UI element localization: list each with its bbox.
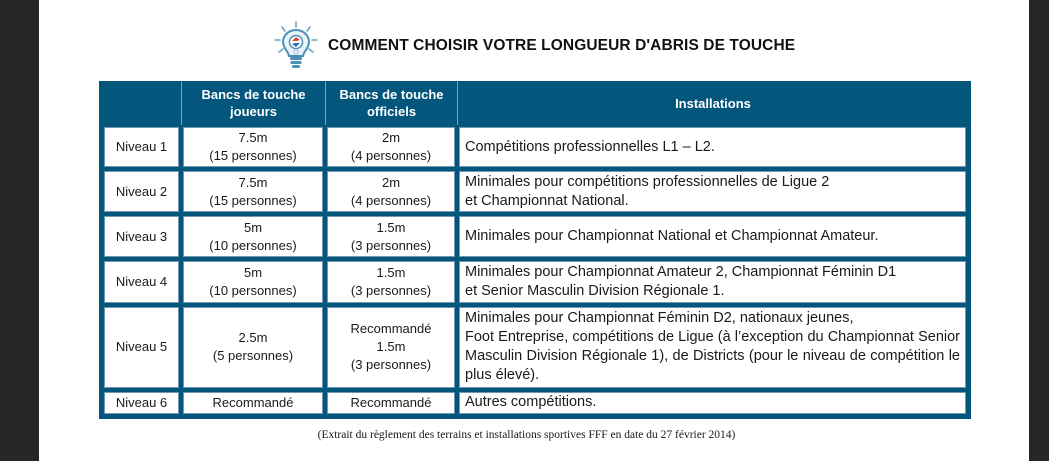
players-bench-cell: 2.5m (5 personnes) <box>181 305 325 390</box>
table-row <box>102 125 968 169</box>
level-cell: Niveau 5 <box>102 305 181 390</box>
players-bench-cell: 5m (10 personnes) <box>181 214 325 259</box>
header-officials-benches: Bancs de touche officiels <box>325 81 457 125</box>
left-dark-margin <box>0 0 39 461</box>
officials-bench-cell: 2m (4 personnes) <box>325 125 457 169</box>
table-row <box>102 214 968 259</box>
header-installations: Installations <box>457 81 968 125</box>
installations-cell: Minimales pour Championnat National et Championnat Amateur. <box>457 214 968 259</box>
players-bench-cell: Recommandé <box>181 390 325 416</box>
page-title: COMMENT CHOISIR VOTRE LONGUEUR D'ABRIS DE TOUCHE <box>328 37 796 54</box>
installations-cell: Autres compétitions. <box>457 390 968 416</box>
header-players-benches: Bancs de touche joueurs <box>181 81 325 125</box>
bench-length-table <box>102 81 968 416</box>
table-header-row <box>102 81 968 125</box>
table-row <box>102 169 968 214</box>
installations-cell: Minimales pour Championnat Féminin D2, nationaux jeunes, Foot Entreprise, compétitions de Ligue (à l’exception du Championnat Senior Masculin Division Régionale 1), de Districts (pour le niveau de compétition le plus élevé). <box>457 305 968 390</box>
bench-length-table-frame <box>99 81 971 419</box>
level-cell: Niveau 3 <box>102 214 181 259</box>
officials-bench-cell: 1.5m (3 personnes) <box>325 214 457 259</box>
header-level <box>102 81 181 125</box>
source-footnote: (Extrait du règlement des terrains et installations sportives FFF en date du 27 février 2014) <box>317 429 736 441</box>
installations-cell: Minimales pour compétitions professionnelles de Ligue 2 et Championnat National. <box>457 169 968 214</box>
officials-bench-cell: 2m (4 personnes) <box>325 169 457 214</box>
table-row <box>102 305 968 390</box>
title-row <box>272 20 795 72</box>
officials-bench-cell: Recommandé <box>325 390 457 416</box>
level-cell: Niveau 1 <box>102 125 181 169</box>
table-row <box>102 390 968 416</box>
officials-bench-cell: 1.5m (3 personnes) <box>325 259 457 304</box>
installations-cell: Minimales pour Championnat Amateur 2, Championnat Féminin D1 et Senior Masculin Division Régionale 1. <box>457 259 968 304</box>
players-bench-cell: 7.5m (15 personnes) <box>181 169 325 214</box>
installations-cell: Compétitions professionnelles L1 – L2. <box>457 125 968 169</box>
players-bench-cell: 5m (10 personnes) <box>181 259 325 304</box>
right-dark-margin <box>1029 0 1049 461</box>
level-cell: Niveau 4 <box>102 259 181 304</box>
level-cell: Niveau 2 <box>102 169 181 214</box>
officials-bench-cell: Recommandé 1.5m (3 personnes) <box>325 305 457 390</box>
lightbulb-icon <box>272 20 320 72</box>
level-cell: Niveau 6 <box>102 390 181 416</box>
players-bench-cell: 7.5m (15 personnes) <box>181 125 325 169</box>
table-row <box>102 259 968 304</box>
